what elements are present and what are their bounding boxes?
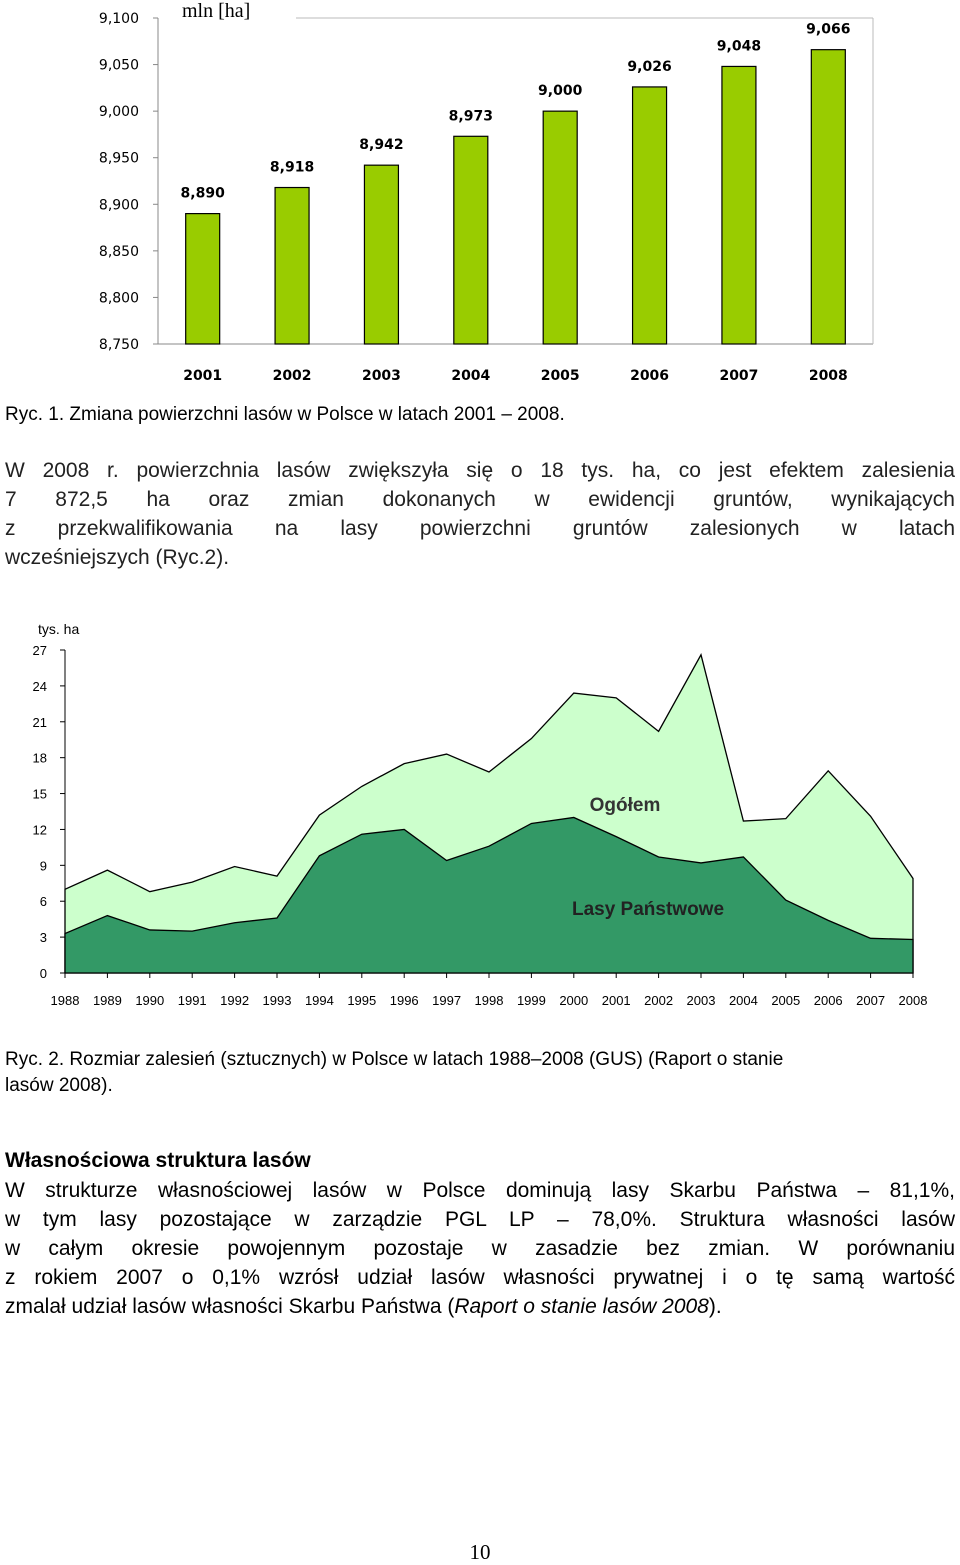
bar — [722, 66, 756, 344]
bar-value-label: 8,918 — [269, 159, 315, 176]
page-number: 10 — [469, 1540, 491, 1564]
y-tick-label: 3 — [39, 930, 47, 946]
x-tick-label: 2003 — [686, 993, 716, 1008]
bar-value-label: 8,890 — [180, 185, 225, 202]
x-tick-label: 2001 — [183, 368, 223, 384]
series-label-total: Ogółem — [589, 795, 661, 816]
x-tick-label: 2002 — [644, 993, 674, 1008]
y-tick-label: 21 — [32, 714, 47, 730]
y-tick-label: 6 — [39, 894, 47, 910]
x-tick-label: 2004 — [728, 993, 758, 1008]
x-tick-label: 1993 — [262, 993, 292, 1008]
x-tick-label: 2001 — [601, 993, 631, 1008]
paragraph2-line5-end: ). — [708, 1295, 722, 1318]
x-tick-label: 1999 — [516, 993, 546, 1008]
bar-value-label: 9,026 — [627, 58, 672, 75]
paragraph-ownership — [5, 1176, 955, 1321]
y-tick-label: 8,800 — [98, 290, 139, 307]
x-tick-label: 1990 — [135, 993, 165, 1008]
section-heading: Własnościowa struktura lasów — [5, 1149, 311, 1172]
bar-value-label: 9,000 — [538, 83, 583, 100]
y-tick-label: 9 — [39, 858, 47, 874]
x-tick-label: 1995 — [347, 993, 377, 1008]
paragraph2-line5-text: zmalał udział lasów własności Skarbu Państwa ( — [5, 1295, 455, 1318]
paragraph1-line: 7 872,5 ha oraz zmian dokonanych w ewidencji gruntów, wynikających — [5, 488, 955, 511]
x-tick-label: 1994 — [304, 993, 334, 1008]
x-tick-label: 1997 — [432, 993, 462, 1008]
x-tick-label: 2000 — [559, 993, 589, 1008]
bar-value-label: 9,048 — [716, 38, 762, 55]
y-tick-label: 9,100 — [98, 11, 139, 27]
bar — [364, 165, 398, 344]
paragraph1-line: W 2008 r. powierzchnia lasów zwiększyła się o 18 tys. ha, co jest efektem zalesienia — [5, 459, 955, 482]
forest-area-bar-chart — [0, 0, 960, 395]
y-tick-label: 15 — [32, 786, 47, 802]
paragraph2-line — [5, 1292, 955, 1321]
bar — [811, 50, 845, 344]
y-tick-label: 8,850 — [98, 243, 139, 260]
y-axis-unit-label: mln [ha] — [182, 0, 251, 22]
bar — [633, 87, 667, 344]
y-tick-label: 24 — [32, 678, 47, 694]
x-tick-label: 2008 — [898, 993, 928, 1008]
y-tick-label: 27 — [32, 643, 47, 658]
x-tick-label: 2007 — [856, 993, 886, 1008]
bar — [454, 136, 488, 344]
figure-2-caption-line1: Ryc. 2. Rozmiar zalesień (sztucznych) w Polsce w latach 1988–2008 (GUS) (Raport o stanie — [5, 1049, 784, 1070]
x-tick-label: 2006 — [813, 993, 843, 1008]
figure-2-caption-line2: lasów 2008). — [5, 1075, 113, 1096]
paragraph1-line: wcześniejszych (Ryc.2). — [5, 546, 230, 569]
x-tick-label: 1998 — [474, 993, 504, 1008]
figure-1-caption: Ryc. 1. Zmiana powierzchni lasów w Polsce w latach 2001 – 2008. — [5, 404, 565, 425]
bar-value-label: 8,942 — [359, 137, 404, 154]
x-tick-label: 2007 — [719, 368, 759, 384]
x-tick-label: 1992 — [220, 993, 250, 1008]
x-tick-label: 2008 — [808, 368, 848, 384]
y-tick-label: 12 — [32, 822, 47, 838]
y-tick-label: 9,050 — [98, 57, 139, 74]
paragraph2-line: W strukturze własnościowej lasów w Polsce dominują lasy Skarbu Państwa – 81,1%, — [5, 1179, 955, 1202]
x-tick-label: 1989 — [92, 993, 122, 1008]
x-tick-label: 1996 — [389, 993, 419, 1008]
paragraph2-line: z rokiem 2007 o 0,1% wzrósł udział lasów własności prywatnej i o tę samą wartość — [5, 1266, 955, 1289]
x-tick-label: 2006 — [630, 368, 670, 384]
bar-value-label: 9,066 — [806, 21, 851, 38]
bar — [275, 188, 309, 344]
bar — [186, 214, 220, 344]
y-tick-label: 18 — [32, 750, 47, 766]
report-title: Raport o stanie lasów 2008 — [454, 1295, 709, 1318]
afforestation-area-chart — [0, 612, 960, 1017]
x-tick-label: 1988 — [50, 993, 80, 1008]
x-tick-label: 2004 — [451, 368, 491, 384]
x-tick-label: 2005 — [771, 993, 801, 1008]
y-tick-label: 8,750 — [98, 337, 139, 353]
y-tick-label: 8,950 — [98, 150, 139, 167]
y-axis-unit-label: tys. ha — [38, 621, 80, 637]
bar-value-label: 8,973 — [448, 108, 493, 125]
paragraph2-line: w tym lasy pozostające w zarządzie PGL LP – 78,0%. Struktura własności lasów — [5, 1208, 955, 1231]
bar — [543, 111, 577, 344]
series-label-state-forests: Lasy Państwowe — [571, 899, 725, 920]
x-tick-label: 1991 — [177, 993, 207, 1008]
x-tick-label: 2002 — [272, 368, 312, 384]
paragraph1-line: z przekwalifikowania na lasy powierzchni gruntów zalesionych w latach — [5, 517, 955, 540]
y-tick-label: 0 — [39, 966, 47, 981]
x-tick-label: 2005 — [540, 368, 580, 384]
paragraph2-line: w całym okresie powojennym pozostaje w zasadzie bez zmian. W porównaniu — [5, 1237, 955, 1260]
y-tick-label: 8,900 — [98, 197, 139, 214]
paragraph-forest-increase — [5, 456, 955, 572]
x-tick-label: 2003 — [361, 368, 401, 384]
y-tick-label: 9,000 — [98, 104, 139, 121]
